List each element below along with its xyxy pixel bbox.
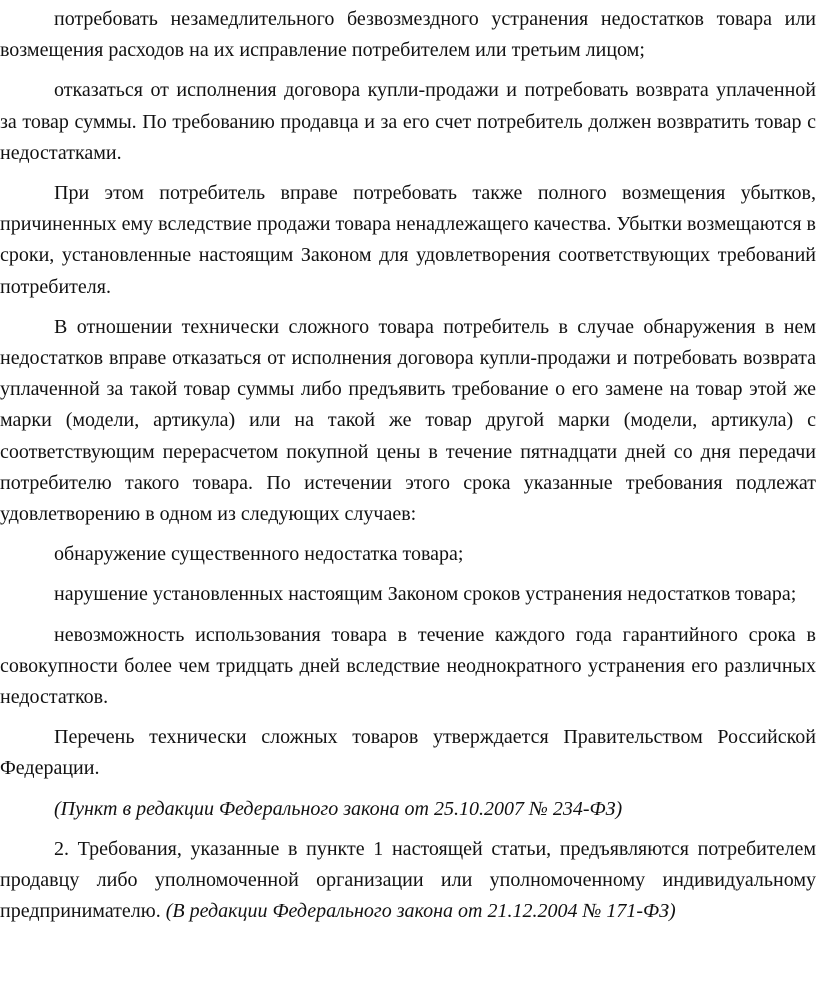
paragraph-case-significant-defect: обнаружение существенного недостатка товара; [54, 543, 464, 566]
point-2-text: 2. Требования, указанные в пункте 1 настоящей статьи, предъявляются потребителем продавцу либо уполномоченной организации или уполномоченному индивидуальному предпринимателю. [0, 837, 816, 923]
paragraph-damages: При этом потребитель вправе потребовать также полного возмещения убытков, причиненных ему вследствие продажи товара ненадлежащего качества. Убытки возмещаются в сроки, установленные настоящим Законом для удовлетворения соответствующих требований потребителя. [0, 182, 816, 298]
paragraph-demand-repair: потребовать незамедлительного безвозмездного устранения недостатков товара или возмещения расходов на их исправление потребителем или третьим лицом; [0, 8, 816, 62]
paragraph-case-deadline-violation: нарушение установленных настоящим Законом сроков устранения недостатков товара; [54, 583, 797, 606]
paragraph-technically-complex-goods: В отношении технически сложного товара потребитель в случае обнаружения в нем недостатков вправе отказаться от исполнения договора купли-продажи и потребовать возврата уплаченной за такой товар суммы либо предъявить требование о его замене на товар этой же марки (модели, артикула) или на такой же товар другой марки (модели, артикула) с соответствующим перерасчетом покупной цены в течение пятнадцати дней со дня передачи потребителю такого товара. По истечении этого срока указанные требования подлежат удовлетворению в одном из следующих случаев: [0, 315, 816, 526]
paragraph-list-approval: Перечень технически сложных товаров утверждается Правительством Российской Федерации. [0, 726, 816, 780]
paragraph-amendment-note: (Пункт в редакции Федерального закона от 25.10.2007 № 234-ФЗ) [54, 797, 623, 820]
paragraph-point-2 [0, 834, 816, 928]
point-2-amendment-note: (В редакции Федерального закона от 21.12.2004 № 171-ФЗ) [165, 900, 676, 923]
paragraph-case-impossibility-of-use: невозможность использования товара в течение каждого года гарантийного срока в совокупности более чем тридцать дней вследствие неоднократного устранения его различных недостатков. [0, 623, 816, 709]
paragraph-refuse-contract: отказаться от исполнения договора купли-продажи и потребовать возврата уплаченной за товар суммы. По требованию продавца и за его счет потребитель должен возвратить товар с недостатками. [0, 79, 816, 164]
